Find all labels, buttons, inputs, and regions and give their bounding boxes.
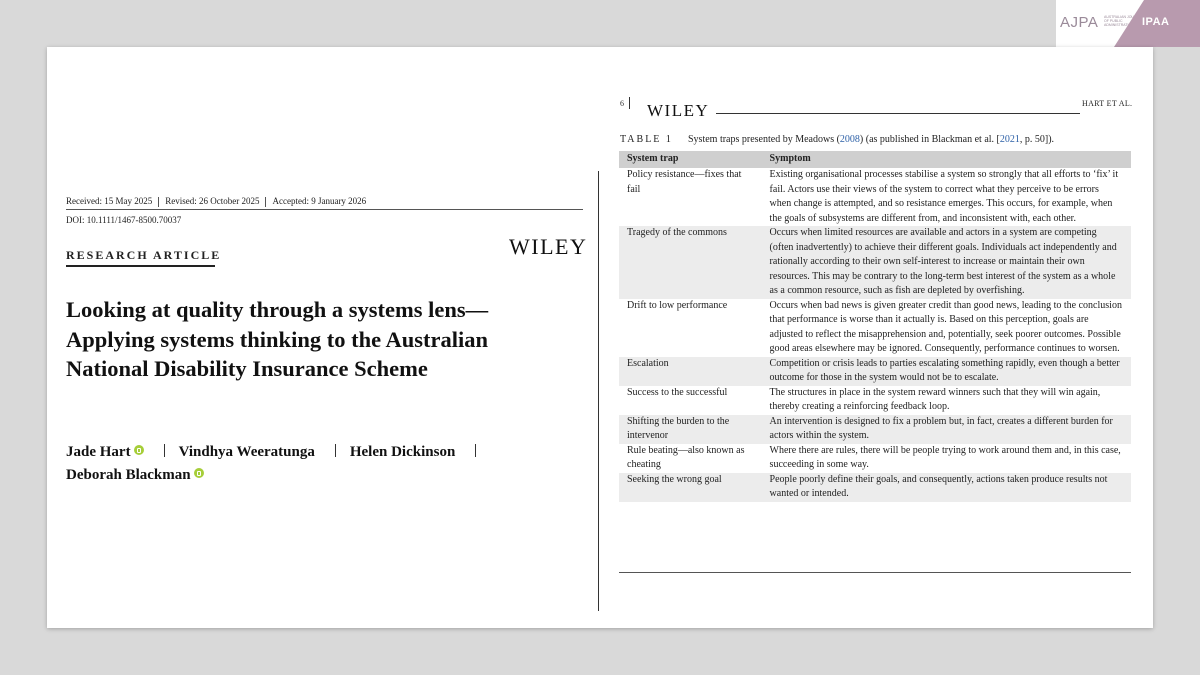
symptom-cell: An intervention is designed to fix a problem but, in fact, creates a different burden for actors within the system. (762, 415, 1131, 444)
author-name: Deborah Blackman (66, 467, 191, 483)
author (179, 444, 315, 460)
trap-cell: Tragedy of the commons (619, 226, 762, 299)
system-traps-table (619, 151, 1131, 502)
trap-cell: Drift to low performance (627, 299, 728, 311)
trap-cell: Escalation (619, 357, 762, 386)
article-type-underline (66, 265, 215, 267)
reference-link[interactable]: 2008 (839, 134, 860, 145)
author (66, 444, 144, 460)
author (66, 467, 204, 483)
accepted-date: Accepted: 9 January 2026 (272, 196, 367, 206)
revised-date: Revised: 26 October 2025 (165, 196, 260, 206)
page-number-tick (629, 97, 630, 109)
trap-cell: Rule beating—also known as cheating (627, 444, 745, 470)
author-separator (335, 444, 336, 457)
publisher-header-logo: WILEY (647, 101, 710, 120)
table-label: TABLE 1 (620, 134, 673, 145)
symptom-cell: The structures in place in the system reward winners such that they will win again, thereby creating a reinforcing feedback loop. (769, 386, 1101, 412)
table-row (619, 473, 1131, 502)
page-divider (598, 171, 599, 611)
trap-cell: Shifting the burden to the intervenor (619, 415, 762, 444)
trap-cell: Seeking the wrong goal (619, 473, 762, 502)
table-row (619, 226, 1131, 299)
author-name: Vindhya Weeratunga (178, 444, 315, 460)
author-name: Helen Dickinson (349, 444, 456, 460)
reference-link[interactable]: 2021 (999, 134, 1020, 145)
author-name: Jade Hart (66, 444, 131, 460)
symptom-cell: People poorly define their goals, and consequently, actions taken produce results not wanted or intended. (762, 473, 1131, 502)
author-separator (164, 444, 165, 457)
author (350, 444, 455, 460)
article-type: RESEARCH ARTICLE (66, 248, 222, 262)
date-separator (265, 197, 266, 207)
journal-logos (1056, 0, 1200, 47)
table-row (619, 357, 1131, 386)
received-date: Received: 15 May 2025 (66, 196, 153, 206)
trap-cell: Policy resistance—fixes that fail (627, 169, 742, 195)
orcid-icon[interactable] (194, 468, 204, 478)
table-row (619, 415, 1131, 444)
article-dates (66, 196, 366, 207)
publisher-logo: WILEY (509, 234, 588, 259)
symptom-cell: Where there are rules, there will be people trying to work around them and, in this case, succeeding in some way. (769, 444, 1121, 470)
caption-text: ) (as published in Blackman et al. [ (859, 134, 1000, 145)
table-row (619, 168, 1131, 226)
column-header-symptom: Symptom (762, 151, 1131, 168)
ipaa-logo-shape (1114, 0, 1144, 47)
table-bottom-rule (619, 572, 1131, 573)
orcid-icon[interactable] (134, 445, 144, 455)
ipaa-logo: IPAA (1142, 16, 1170, 28)
slide (47, 47, 1153, 628)
table-row (619, 444, 1131, 473)
ajpa-logo: AJPA (1060, 14, 1099, 31)
doi: DOI: 10.1111/1467-8500.70037 (66, 215, 182, 225)
paper-title: Looking at quality through a systems lens—Applying systems thinking to the Australian National Disability Insurance Scheme (66, 297, 489, 381)
column-header-system-trap: System trap (619, 151, 762, 168)
symptom-cell: Competition or crisis leads to parties escalating something rapidly, even though a better outcome for those in the system would not be to escalate. (762, 357, 1131, 386)
table-row (619, 386, 1131, 415)
caption-text: , p. 50]). (1019, 134, 1055, 145)
symptom-cell: Occurs when bad news is given greater credit than good news, leading to the conclusion that performance is worse than it actually is. Based on this perception, goals are adjusted to reflect the misapprehension and, potentially, seek poorer outcomes. Possible good areas elsewhere may be ignored. Consequently, performance continues to worsen. (769, 299, 1122, 354)
author-separator (475, 444, 476, 457)
date-separator (158, 197, 159, 207)
table-header-row (619, 151, 1131, 168)
page-number: 6 (620, 99, 624, 108)
table-caption (688, 134, 1054, 145)
header-rule (716, 113, 1080, 114)
ajpa-logo-subtitle: AUSTRALIAN JOURNAL OF PUBLIC ADMINISTRATION (1104, 15, 1144, 27)
meta-divider (66, 209, 583, 210)
running-head: HART ET AL. (1082, 99, 1133, 108)
trap-cell: Success to the successful (627, 386, 728, 398)
author-list (66, 441, 546, 487)
symptom-cell: Existing organisational processes stabilise a system so strongly that all efforts to ‘fix’ it fail. Actors use their views of the system to correct what they perceive to be errors when change is attempted, and so resistance emerges. This occurs, for example, when the goals of subsystems are different from, and inconsistent with, each other. (769, 169, 1119, 224)
caption-text: System traps presented by Meadows ( (688, 134, 840, 145)
symptom-cell: Occurs when limited resources are available and actors in a system are competing (often inadvertently) to achieve their different goals. Individuals act independently and rationally according to their own self-interest to increase or maintain their own resources. This may be contrary to the long-term best interest of the system as a whole as a common resource, such as fish are depleted by overfishing. (762, 226, 1131, 299)
table-row (619, 299, 1131, 357)
